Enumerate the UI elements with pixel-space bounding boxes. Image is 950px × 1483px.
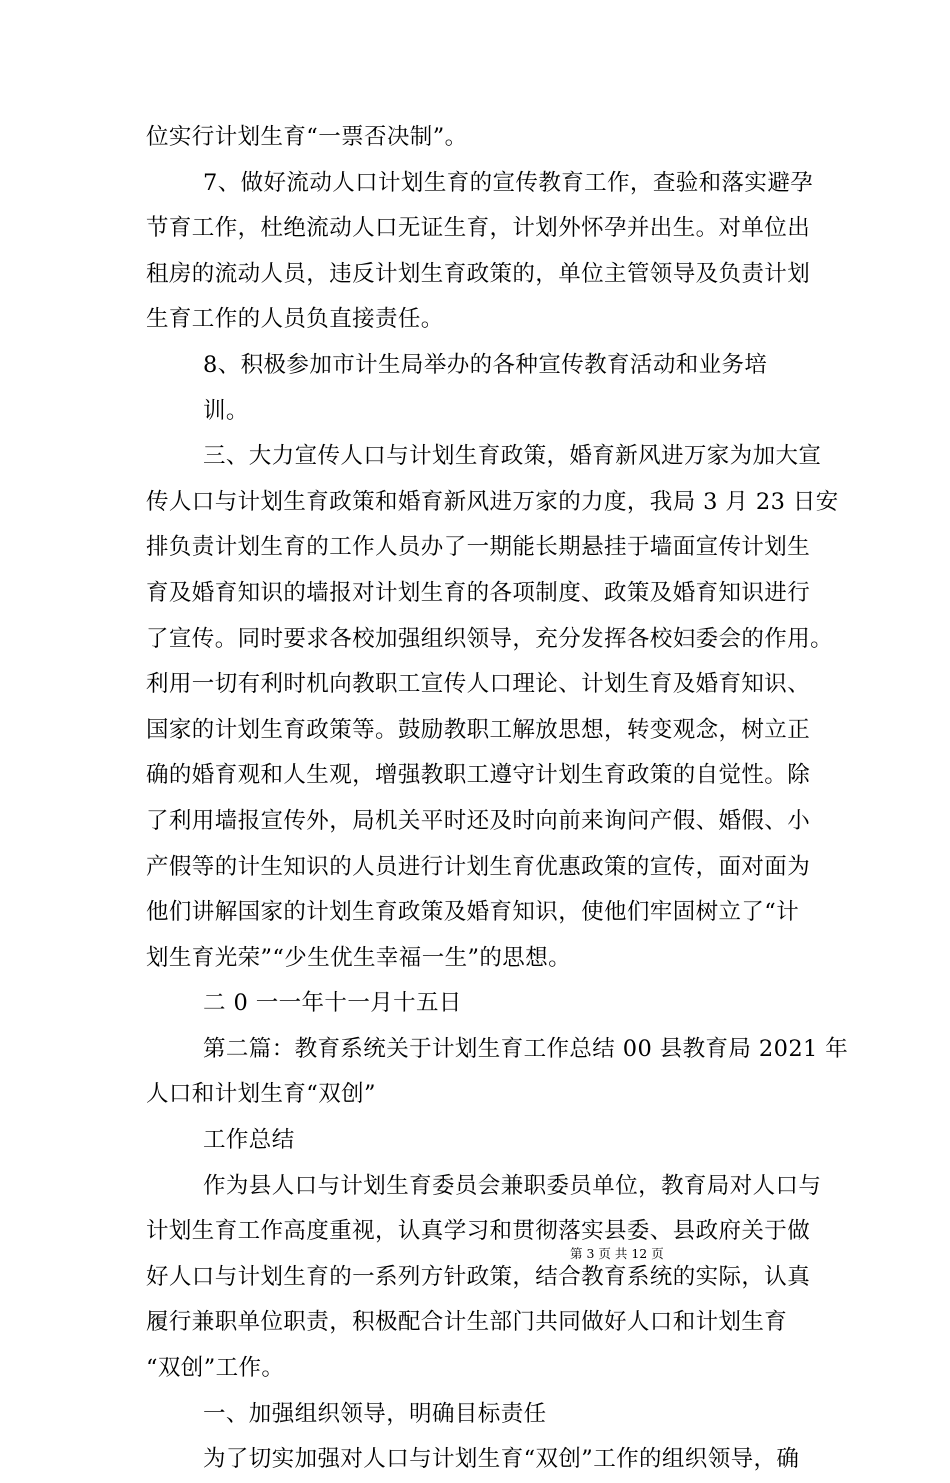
page-number: 第 3 页 共 12 页 — [570, 1246, 664, 1261]
text-line: 第二篇：教育系统关于计划生育工作总结 00 县教育局 2021 年 — [203, 1035, 849, 1062]
text-line: 一、加强组织领导，明确目标责任 — [203, 1400, 547, 1427]
text-line: 他们讲解国家的计划生育政策及婚育知识，使他们牢固树立了“计 — [146, 899, 800, 926]
text-line: 生育工作的人员负直接责任。 — [146, 306, 444, 333]
text-line: 划生育光荣”“少生优生幸福一生”的思想。 — [146, 944, 572, 971]
text-line: 8、积极参加市计生局举办的各种宣传教育活动和业务培 — [203, 351, 768, 378]
text-line: 排负责计划生育的工作人员办了一期能长期悬挂于墙面宣传计划生 — [146, 534, 811, 561]
text-line: 工作总结 — [203, 1127, 295, 1154]
text-line: 作为县人口与计划生育委员会兼职委员单位，教育局对人口与 — [203, 1172, 822, 1199]
text-line: 产假等的计生知识的人员进行计划生育优惠政策的宣传，面对面为 — [146, 853, 811, 880]
text-line: “双创”工作。 — [146, 1355, 285, 1382]
text-line: 位实行计划生育“一票否决制”。 — [146, 124, 468, 150]
text-line: 7、做好流动人口计划生育的宣传教育工作，查验和落实避孕 — [203, 169, 814, 196]
text-line: 为了切实加强对人口与计划生育“双创”工作的组织领导，确 — [203, 1446, 800, 1473]
text-line: 好人口与计划生育的一系列方针政策，结合教育系统的实际，认真 — [146, 1263, 811, 1290]
text-line: 三、大力宣传人口与计划生育政策，婚育新风进万家为加大宣 — [203, 443, 822, 470]
text-line: 了宣传。同时要求各校加强组织领导，充分发挥各校妇委会的作用。 — [146, 625, 834, 652]
text-line: 人口和计划生育“双创” — [146, 1081, 376, 1108]
text-line: 确的婚育观和人生观，增强教职工遵守计划生育政策的自觉性。除 — [146, 762, 811, 789]
text-line: 利用一切有利时机向教职工宣传人口理论、计划生育及婚育知识、 — [146, 671, 811, 698]
text-line: 租房的流动人员，违反计划生育政策的，单位主管领导及负责计划 — [146, 260, 811, 287]
text-line: 二 0 一一年十一月十五日 — [203, 990, 462, 1017]
text-line: 育及婚育知识的墙报对计划生育的各项制度、政策及婚育知识进行 — [146, 579, 811, 606]
page-footer — [0, 1244, 950, 1262]
text-line: 节育工作，杜绝流动人口无证生育，计划外怀孕并出生。对单位出 — [146, 215, 811, 242]
text-line: 计划生育工作高度重视，认真学习和贯彻落实县委、县政府关于做 — [146, 1218, 811, 1245]
document-body — [146, 115, 849, 1483]
text-line: 履行兼职单位职责，积极配合计生部门共同做好人口和计划生育 — [146, 1309, 788, 1336]
text-line: 国家的计划生育政策等。鼓励教职工解放思想，转变观念，树立正 — [146, 716, 811, 743]
text-line: 了利用墙报宣传外，局机关平时还及时向前来询问产假、婚假、小 — [146, 807, 811, 834]
text-line: 传人口与计划生育政策和婚育新风进万家的力度，我局 3 月 23 日安 — [146, 488, 839, 515]
text-line: 训。 — [203, 397, 249, 424]
